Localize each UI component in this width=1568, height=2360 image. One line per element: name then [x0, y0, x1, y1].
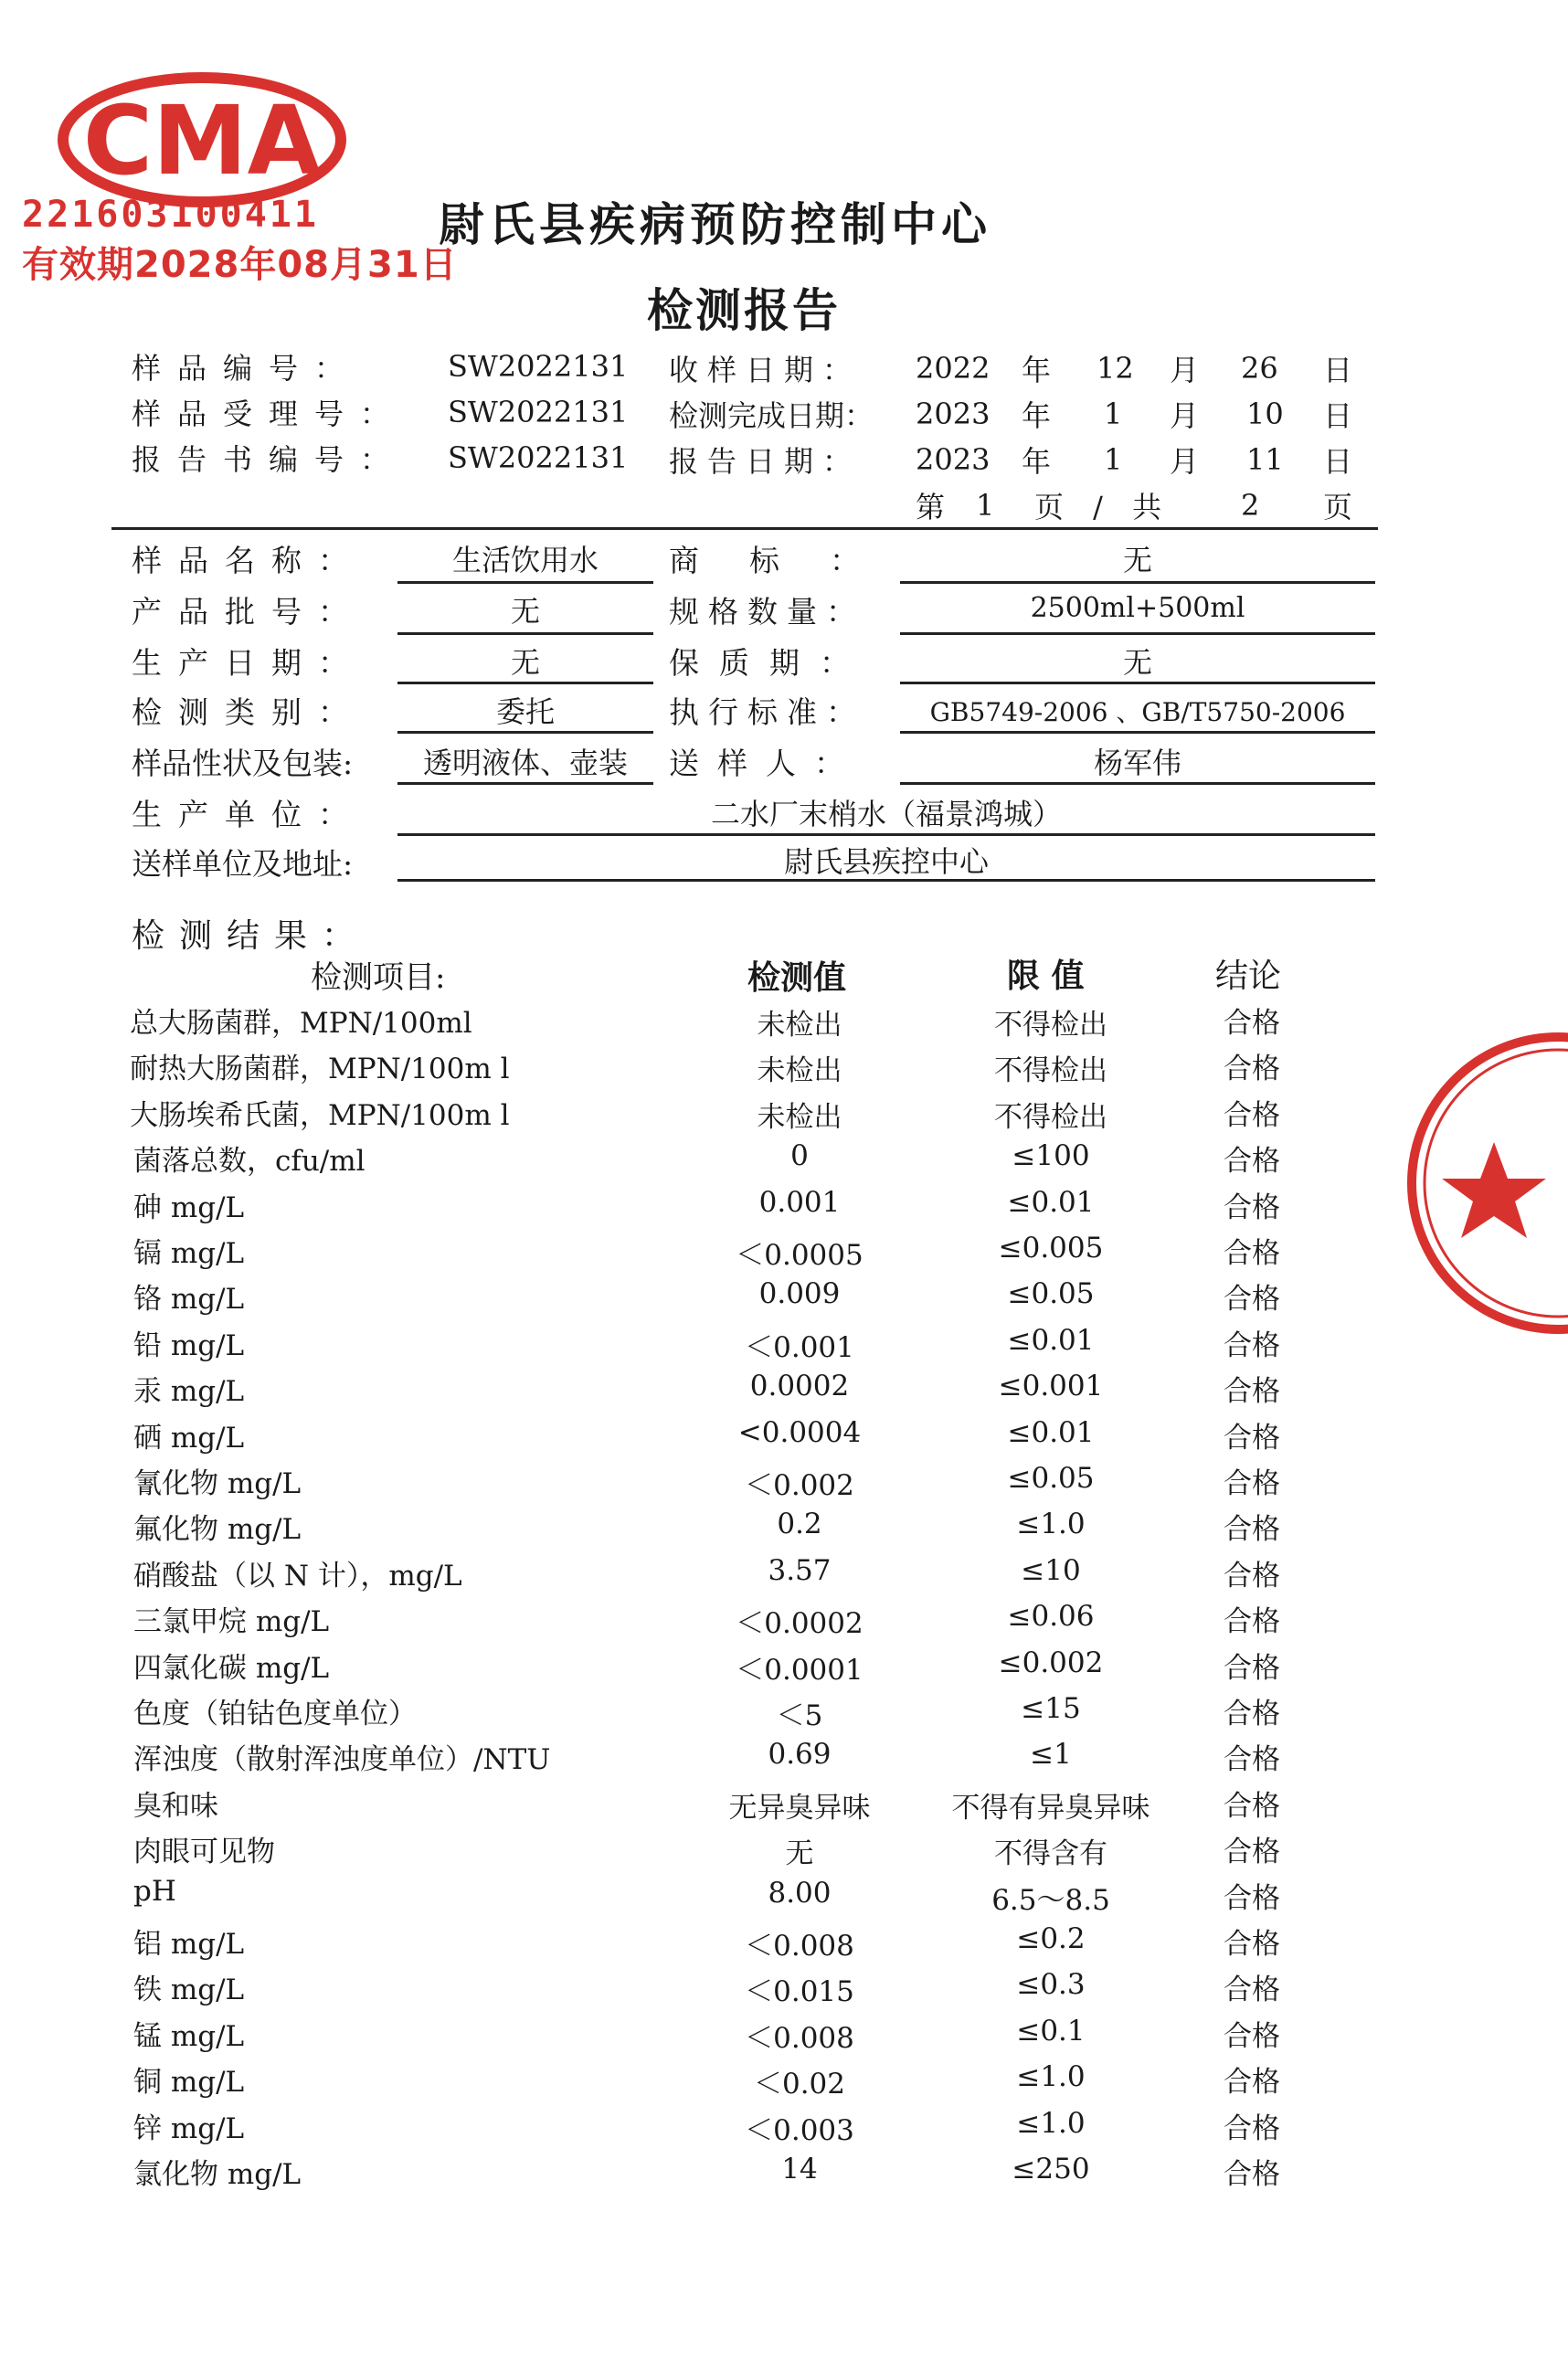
result-conclusion: 合格: [1224, 1513, 1280, 1546]
result-value: 0.009: [758, 1277, 841, 1310]
result-conclusion: 合格: [1224, 1237, 1280, 1270]
result-conclusion: 合格: [1224, 1605, 1280, 1638]
seal-star-icon: [1442, 1142, 1546, 1238]
receive-date-month-unit: 月: [1170, 353, 1200, 387]
spec-underline: [900, 632, 1375, 635]
result-limit: ≤10: [1021, 1554, 1081, 1587]
brand: 无: [1122, 543, 1152, 577]
producer-underline: [397, 833, 1375, 836]
result-item: 氰化物 mg/L: [133, 1467, 302, 1500]
result-limit: ≤0.001: [998, 1370, 1104, 1402]
result-value: ＜5: [776, 1699, 823, 1732]
cma-number: 221603100411: [22, 194, 319, 236]
page-mid: 页 / 共: [1034, 490, 1162, 524]
result-conclusion: 合格: [1224, 1652, 1280, 1685]
report-date-day-unit: 日: [1323, 444, 1353, 479]
producer-label: 生产单位：: [132, 797, 365, 832]
result-item: 铅 mg/L: [133, 1329, 245, 1362]
result-limit: ≤0.2: [1016, 1922, 1086, 1955]
result-conclusion: 合格: [1224, 2158, 1280, 2191]
result-value: ＜0.008: [745, 1930, 854, 1963]
complete-date-label: 检测完成日期：: [669, 398, 874, 433]
report-date-month: 1: [1104, 442, 1123, 477]
result-value: 0: [790, 1139, 809, 1172]
batch-label: 产品批号：: [132, 594, 365, 630]
report-title: 检测报告: [647, 284, 841, 337]
result-item: 色度（铂钴色度单位）: [133, 1698, 417, 1730]
sender-unit: 尉氏县疾控中心: [783, 844, 989, 879]
receive-date-day-unit: 日: [1323, 353, 1353, 387]
result-conclusion: 合格: [1224, 1145, 1280, 1178]
result-value: 无异臭异味: [728, 1792, 871, 1825]
sample-no: SW2022131: [448, 349, 629, 384]
receive-date-month: 12: [1097, 351, 1134, 386]
column-value: 检测值: [747, 958, 847, 997]
test-type-label: 检测类别：: [132, 694, 365, 730]
result-item: 铬 mg/L: [133, 1283, 245, 1316]
complete-date-year-unit: 年: [1022, 398, 1052, 433]
result-limit: 不得检出: [994, 1101, 1107, 1134]
result-conclusion: 合格: [1224, 2020, 1280, 2053]
standard-label: 执行标准：: [669, 694, 865, 730]
result-value: 8.00: [768, 1877, 832, 1910]
result-conclusion: 合格: [1224, 1053, 1280, 1085]
header-divider: [111, 527, 1378, 530]
receive-date-year: 2022: [916, 351, 991, 386]
result-conclusion: 合格: [1224, 2112, 1280, 2145]
result-limit: ≤15: [1021, 1692, 1081, 1725]
standard-underline: [900, 731, 1375, 734]
result-limit: ≤1.0: [1016, 1508, 1086, 1540]
result-item: 臭和味: [133, 1790, 218, 1823]
complete-date-year: 2023: [916, 397, 991, 431]
result-item: 砷 mg/L: [133, 1191, 245, 1224]
cma-validity: 有效期2028年08月31日: [22, 244, 458, 286]
result-limit: 6.5～8.5: [991, 1884, 1110, 1917]
batch: 无: [510, 594, 540, 629]
result-value: ＜0.02: [753, 2068, 846, 2101]
result-value: 未检出: [757, 1009, 842, 1042]
result-item: 大肠埃希氏菌，MPN/100m l: [130, 1099, 510, 1132]
result-conclusion: 合格: [1224, 1191, 1280, 1224]
result-limit: ≤0.01: [1007, 1324, 1095, 1357]
result-value: ＜0.003: [745, 2114, 854, 2147]
receive-date-day: 26: [1241, 351, 1278, 386]
result-item: 氟化物 mg/L: [133, 1513, 302, 1546]
result-item: 硝酸盐（以 N 计），mg/L: [133, 1560, 462, 1593]
result-item: 硒 mg/L: [133, 1422, 245, 1455]
result-conclusion: 合格: [1224, 1467, 1280, 1500]
result-conclusion: 合格: [1224, 2066, 1280, 2099]
spec: 2500ml+500ml: [1030, 592, 1245, 624]
result-limit: ≤0.1: [1016, 2015, 1086, 2048]
page-prefix: 第: [916, 490, 946, 524]
result-item: 四氯化碳 mg/L: [133, 1652, 330, 1685]
standard: GB5749-2006 、GB/T5750-2006: [929, 697, 1346, 727]
result-conclusion: 合格: [1224, 1099, 1280, 1132]
result-conclusion: 合格: [1224, 1283, 1280, 1316]
sender-label: 送样人：: [669, 746, 863, 781]
result-item: 汞 mg/L: [133, 1375, 245, 1408]
report-no: SW2022131: [448, 440, 629, 475]
complete-date-month: 1: [1104, 397, 1123, 431]
result-limit: ≤1: [1030, 1738, 1072, 1771]
sample-name-label: 样品名称：: [132, 543, 365, 578]
result-item: 菌落总数，cfu/ml: [133, 1145, 366, 1178]
report-date-year: 2023: [916, 442, 991, 477]
result-item: 铝 mg/L: [133, 1928, 245, 1961]
cma-logo: [57, 71, 347, 208]
production-date-label: 生产日期：: [132, 645, 365, 681]
report-date-month-unit: 月: [1170, 444, 1200, 479]
column-item: 检测项目:: [311, 959, 446, 996]
results-label: 检测结果：: [132, 917, 370, 955]
page-suffix: 页: [1323, 490, 1353, 524]
result-value: ＜0.0005: [736, 1239, 863, 1272]
result-value: 14: [781, 2153, 818, 2185]
shelf-life-underline: [900, 682, 1375, 684]
result-limit: 不得有异臭异味: [951, 1792, 1150, 1825]
organization-name: 尉氏县疾病预防控制中心: [439, 197, 991, 251]
result-limit: 不得检出: [994, 1054, 1107, 1087]
result-limit: ≤1.0: [1016, 2107, 1086, 2140]
result-item: 三氯甲烷 mg/L: [133, 1605, 330, 1638]
result-limit: ≤1.0: [1016, 2060, 1086, 2093]
sender-underline: [900, 782, 1375, 785]
result-value: 0.0002: [749, 1370, 850, 1402]
result-conclusion: 合格: [1224, 1974, 1280, 2006]
sample-state-underline: [397, 782, 653, 785]
producer: 二水厂末梢水（福景鸿城）: [710, 797, 1062, 831]
result-value: ＜0.0001: [736, 1654, 863, 1687]
result-limit: 不得含有: [994, 1837, 1107, 1870]
result-conclusion: 合格: [1224, 1422, 1280, 1455]
report-date-label: 报告日期：: [669, 444, 862, 479]
result-limit: ≤0.05: [1007, 1462, 1095, 1495]
result-limit: ≤0.05: [1007, 1277, 1095, 1310]
result-limit: ≤0.002: [998, 1646, 1104, 1679]
result-item: 锌 mg/L: [133, 2112, 245, 2145]
sample-no-label: 样品编号：: [132, 351, 361, 386]
result-conclusion: 合格: [1224, 1560, 1280, 1593]
result-item: 总大肠菌群，MPN/100ml: [130, 1007, 472, 1040]
production-date: 无: [510, 645, 540, 680]
sample-state-label: 样品性状及包装:: [132, 746, 354, 781]
result-conclusion: 合格: [1224, 1375, 1280, 1408]
result-conclusion: 合格: [1224, 1790, 1280, 1823]
test-type: 委托: [495, 694, 555, 729]
report-no-label: 报告书编号：: [132, 442, 407, 477]
sender-unit-label: 送样单位及地址:: [132, 846, 354, 882]
result-value: ＜0.001: [745, 1331, 854, 1364]
result-value: ＜0.0002: [736, 1607, 863, 1640]
result-conclusion: 合格: [1224, 1329, 1280, 1362]
complete-date-day: 10: [1246, 397, 1284, 431]
report-date-year-unit: 年: [1022, 444, 1052, 479]
result-conclusion: 合格: [1224, 1007, 1280, 1040]
result-limit: ≤250: [1012, 2153, 1090, 2185]
cma-logo-text: CMA: [82, 85, 322, 196]
result-value: 未检出: [757, 1054, 842, 1087]
result-item: pH: [133, 1875, 176, 1908]
brand-label: 商标：: [669, 543, 910, 578]
result-limit: ≤0.01: [1007, 1416, 1095, 1449]
result-value: ＜0.015: [745, 1975, 854, 2008]
result-item: 肉眼可见物: [133, 1836, 275, 1868]
result-value: 0.2: [777, 1508, 822, 1540]
result-conclusion: 合格: [1224, 1928, 1280, 1961]
result-item: 锰 mg/L: [133, 2020, 245, 2053]
spec-label: 规格数量：: [669, 594, 865, 630]
result-conclusion: 合格: [1224, 1882, 1280, 1915]
result-item: 耐热大肠菌群，MPN/100m l: [130, 1053, 510, 1085]
result-limit: ≤0.3: [1016, 1968, 1086, 2001]
sender: 杨军伟: [1093, 746, 1181, 780]
sample-name-underline: [397, 581, 653, 584]
result-value: 0.001: [758, 1186, 841, 1219]
result-item: 浑浊度（散射浑浊度单位）/NTU: [133, 1743, 551, 1776]
accept-no: SW2022131: [448, 395, 629, 429]
result-value: <0.0004: [737, 1416, 862, 1449]
sample-state: 透明液体、壶装: [422, 746, 628, 780]
result-limit: ≤0.06: [1007, 1600, 1095, 1633]
result-limit: ≤100: [1012, 1139, 1090, 1172]
result-value: 无: [785, 1837, 814, 1870]
result-value: ＜0.002: [745, 1469, 854, 1502]
sample-name: 生活饮用水: [451, 543, 599, 577]
shelf-life: 无: [1122, 645, 1152, 680]
report-date-day: 11: [1246, 442, 1284, 477]
receive-date-label: 收样日期：: [669, 353, 862, 387]
result-value: 未检出: [757, 1101, 842, 1134]
result-value: 0.69: [768, 1738, 832, 1771]
column-conclusion: 结论: [1215, 958, 1282, 995]
result-item: 氯化物 mg/L: [133, 2158, 302, 2191]
brand-underline: [900, 581, 1375, 584]
result-item: 铜 mg/L: [133, 2066, 245, 2099]
receive-date-year-unit: 年: [1022, 353, 1052, 387]
result-value: 3.57: [768, 1554, 832, 1587]
production-date-underline: [397, 682, 653, 684]
result-value: ＜0.008: [745, 2022, 854, 2055]
result-conclusion: 合格: [1224, 1836, 1280, 1868]
official-seal: [1398, 1010, 1568, 1357]
complete-date-day-unit: 日: [1323, 398, 1353, 433]
batch-underline: [397, 632, 653, 635]
page-current: 1: [976, 488, 995, 523]
result-limit: 不得检出: [994, 1009, 1107, 1042]
result-item: 铁 mg/L: [133, 1974, 245, 2006]
page-total: 2: [1241, 488, 1260, 523]
result-conclusion: 合格: [1224, 1698, 1280, 1730]
sender-unit-underline: [397, 879, 1375, 882]
accept-no-label: 样品受理号：: [132, 397, 407, 431]
test-type-underline: [397, 731, 653, 734]
result-limit: ≤0.01: [1007, 1186, 1095, 1219]
result-limit: ≤0.005: [998, 1232, 1104, 1265]
result-conclusion: 合格: [1224, 1743, 1280, 1776]
complete-date-month-unit: 月: [1170, 398, 1200, 433]
column-limit: 限 值: [1007, 957, 1085, 995]
shelf-life-label: 保质期：: [669, 645, 870, 681]
result-item: 镉 mg/L: [133, 1237, 245, 1270]
